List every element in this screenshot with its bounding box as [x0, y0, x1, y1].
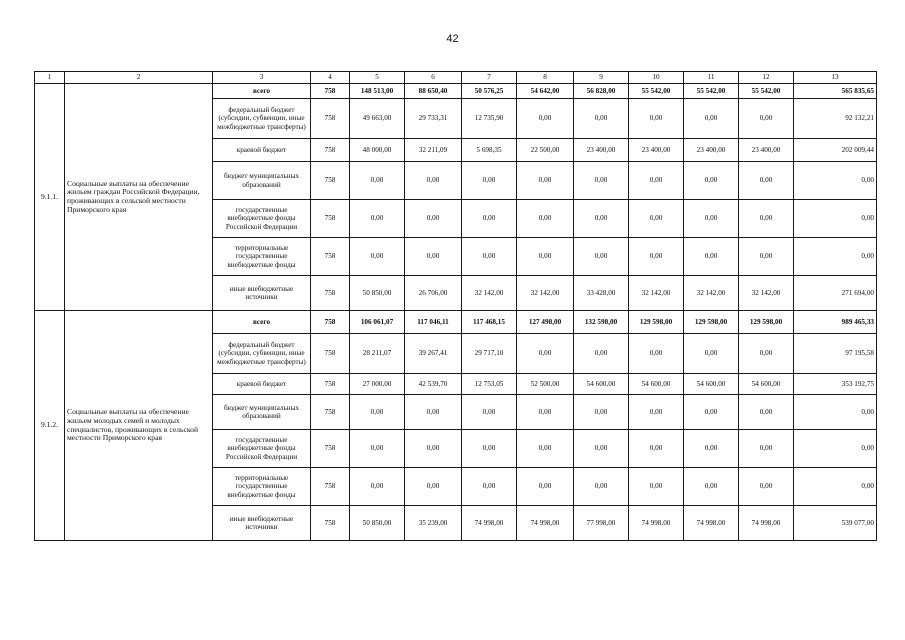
value-cell: 77 998,00 [574, 506, 629, 541]
value-cell: 32 142,00 [629, 276, 684, 311]
value-cell: 28 211,07 [350, 334, 405, 374]
column-number-cell: 12 [739, 72, 794, 84]
value-cell: 0,00 [574, 200, 629, 238]
column-number-cell: 5 [350, 72, 405, 84]
value-cell: 0,00 [684, 395, 739, 430]
value-cell: 88 650,40 [405, 84, 462, 99]
total-value-cell: 0,00 [794, 162, 877, 200]
value-cell: 74 998,00 [517, 506, 574, 541]
value-cell: 54 600,00 [629, 374, 684, 395]
value-cell: 0,00 [684, 238, 739, 276]
value-cell: 0,00 [739, 162, 794, 200]
value-cell: 35 239,00 [405, 506, 462, 541]
value-cell: 22 500,00 [517, 139, 574, 162]
value-cell: 0,00 [462, 162, 517, 200]
value-cell: 50 850,00 [350, 506, 405, 541]
funding-source: государственные внебюджетные фонды Российской Федерации [213, 200, 311, 238]
value-cell: 0,00 [739, 395, 794, 430]
column-number-cell: 6 [405, 72, 462, 84]
value-cell: 55 542,00 [739, 84, 794, 99]
code-cell: 758 [311, 430, 350, 468]
value-cell: 0,00 [574, 99, 629, 139]
funding-source: всего [213, 311, 311, 334]
value-cell: 49 663,00 [350, 99, 405, 139]
value-cell: 0,00 [517, 200, 574, 238]
value-cell: 32 142,00 [684, 276, 739, 311]
value-cell: 0,00 [462, 238, 517, 276]
value-cell: 0,00 [574, 238, 629, 276]
value-cell: 0,00 [684, 99, 739, 139]
value-cell: 129 598,00 [629, 311, 684, 334]
value-cell: 50 850,00 [350, 276, 405, 311]
value-cell: 0,00 [405, 238, 462, 276]
value-cell: 0,00 [462, 468, 517, 506]
section-code: 9.1.1. [35, 84, 65, 311]
total-value-cell: 271 694,00 [794, 276, 877, 311]
column-number-cell: 2 [65, 72, 213, 84]
value-cell: 32 142,00 [462, 276, 517, 311]
total-value-cell: 0,00 [794, 200, 877, 238]
value-cell: 26 706,00 [405, 276, 462, 311]
value-cell: 129 598,00 [684, 311, 739, 334]
code-cell: 758 [311, 506, 350, 541]
funding-source: бюджет муниципальных образований [213, 395, 311, 430]
value-cell: 0,00 [739, 238, 794, 276]
value-cell: 0,00 [629, 238, 684, 276]
value-cell: 0,00 [629, 162, 684, 200]
page-number: 42 [446, 33, 459, 45]
total-value-cell: 989 465,33 [794, 311, 877, 334]
column-number-cell: 1 [35, 72, 65, 84]
value-cell: 0,00 [739, 200, 794, 238]
total-value-cell: 0,00 [794, 395, 877, 430]
value-cell: 0,00 [574, 395, 629, 430]
value-cell: 0,00 [629, 468, 684, 506]
column-number-cell: 9 [574, 72, 629, 84]
funding-source: краевой бюджет [213, 374, 311, 395]
value-cell: 5 698,35 [462, 139, 517, 162]
value-cell: 0,00 [350, 200, 405, 238]
value-cell: 0,00 [739, 99, 794, 139]
section-code: 9.1.2. [35, 311, 65, 541]
value-cell: 0,00 [684, 468, 739, 506]
value-cell: 54 600,00 [574, 374, 629, 395]
value-cell: 117 468,15 [462, 311, 517, 334]
value-cell: 0,00 [517, 99, 574, 139]
funding-source: бюджет муниципальных образований [213, 162, 311, 200]
value-cell: 0,00 [684, 200, 739, 238]
value-cell: 32 142,00 [739, 276, 794, 311]
value-cell: 0,00 [405, 395, 462, 430]
value-cell: 50 576,25 [462, 84, 517, 99]
code-cell: 758 [311, 468, 350, 506]
value-cell: 74 998,00 [739, 506, 794, 541]
value-cell: 0,00 [517, 468, 574, 506]
value-cell: 148 513,00 [350, 84, 405, 99]
value-cell: 0,00 [684, 162, 739, 200]
value-cell: 0,00 [405, 468, 462, 506]
total-value-cell: 92 132,21 [794, 99, 877, 139]
value-cell: 0,00 [574, 334, 629, 374]
value-cell: 12 753,05 [462, 374, 517, 395]
value-cell: 0,00 [629, 334, 684, 374]
value-cell: 32 142,00 [517, 276, 574, 311]
value-cell: 55 542,00 [684, 84, 739, 99]
section-name: Социальные выплаты на обеспечение жильем молодых семей и молодых специалистов, проживающих в сельской местности Приморского края [65, 311, 213, 541]
value-cell: 0,00 [739, 430, 794, 468]
code-cell: 758 [311, 200, 350, 238]
section-name: Социальные выплаты на обеспечение жильем граждан Российской Федерации, проживающих в сельской местности Приморского края [65, 84, 213, 311]
code-cell: 758 [311, 334, 350, 374]
value-cell: 132 598,00 [574, 311, 629, 334]
value-cell: 23 400,00 [574, 139, 629, 162]
value-cell: 129 598,00 [739, 311, 794, 334]
value-cell: 23 400,00 [684, 139, 739, 162]
column-number-cell: 3 [213, 72, 311, 84]
column-number-cell: 10 [629, 72, 684, 84]
value-cell: 23 400,00 [739, 139, 794, 162]
column-number-cell: 7 [462, 72, 517, 84]
value-cell: 0,00 [629, 200, 684, 238]
total-value-cell: 539 077,00 [794, 506, 877, 541]
value-cell: 39 267,41 [405, 334, 462, 374]
value-cell: 0,00 [350, 238, 405, 276]
value-cell: 0,00 [517, 238, 574, 276]
value-cell: 0,00 [405, 162, 462, 200]
value-cell: 12 735,90 [462, 99, 517, 139]
value-cell: 56 828,00 [574, 84, 629, 99]
total-value-cell: 0,00 [794, 238, 877, 276]
value-cell: 0,00 [462, 200, 517, 238]
value-cell: 29 733,31 [405, 99, 462, 139]
funding-source: иные внебюджетные источники [213, 276, 311, 311]
code-cell: 758 [311, 276, 350, 311]
value-cell: 0,00 [574, 468, 629, 506]
total-value-cell: 97 195,58 [794, 334, 877, 374]
total-value-cell: 202 009,44 [794, 139, 877, 162]
value-cell: 0,00 [350, 430, 405, 468]
column-number-cell: 11 [684, 72, 739, 84]
value-cell: 74 998,00 [684, 506, 739, 541]
value-cell: 33 428,00 [574, 276, 629, 311]
column-number-cell: 8 [517, 72, 574, 84]
value-cell: 54 600,00 [739, 374, 794, 395]
value-cell: 0,00 [739, 468, 794, 506]
column-number-cell: 4 [311, 72, 350, 84]
funding-source: федеральный бюджет (субсидии, субвенции, иные межбюджетные трансферты) [213, 334, 311, 374]
code-cell: 758 [311, 162, 350, 200]
value-cell: 0,00 [462, 430, 517, 468]
value-cell: 0,00 [405, 200, 462, 238]
value-cell: 106 061,07 [350, 311, 405, 334]
value-cell: 29 717,10 [462, 334, 517, 374]
budget-table [34, 71, 877, 541]
value-cell: 54 600,00 [684, 374, 739, 395]
total-value-cell: 0,00 [794, 430, 877, 468]
value-cell: 27 000,00 [350, 374, 405, 395]
column-number-cell: 13 [794, 72, 877, 84]
value-cell: 0,00 [350, 395, 405, 430]
value-cell: 0,00 [629, 395, 684, 430]
funding-source: территориальные государственные внебюджетные фонды [213, 238, 311, 276]
value-cell: 0,00 [739, 334, 794, 374]
value-cell: 23 400,00 [629, 139, 684, 162]
table-row [35, 311, 877, 334]
table-row [35, 84, 877, 99]
value-cell: 54 642,00 [517, 84, 574, 99]
value-cell: 0,00 [684, 430, 739, 468]
value-cell: 32 211,09 [405, 139, 462, 162]
total-value-cell: 353 192,75 [794, 374, 877, 395]
code-cell: 758 [311, 311, 350, 334]
value-cell: 0,00 [517, 334, 574, 374]
code-cell: 758 [311, 84, 350, 99]
funding-source: федеральный бюджет (субсидии, субвенции, иные межбюджетные трансферты) [213, 99, 311, 139]
value-cell: 0,00 [517, 395, 574, 430]
funding-source: иные внебюджетные источники [213, 506, 311, 541]
code-cell: 758 [311, 99, 350, 139]
column-number-row [35, 72, 877, 84]
value-cell: 0,00 [629, 99, 684, 139]
value-cell: 74 998,00 [629, 506, 684, 541]
value-cell: 0,00 [684, 334, 739, 374]
funding-source: всего [213, 84, 311, 99]
value-cell: 127 498,00 [517, 311, 574, 334]
funding-source: территориальные государственные внебюджетные фонды [213, 468, 311, 506]
value-cell: 0,00 [462, 395, 517, 430]
funding-source: государственные внебюджетные фонды Российской Федерации [213, 430, 311, 468]
total-value-cell: 565 835,65 [794, 84, 877, 99]
value-cell: 117 046,11 [405, 311, 462, 334]
value-cell: 52 500,00 [517, 374, 574, 395]
value-cell: 0,00 [629, 430, 684, 468]
total-value-cell: 0,00 [794, 468, 877, 506]
code-cell: 758 [311, 374, 350, 395]
value-cell: 74 998,00 [462, 506, 517, 541]
code-cell: 758 [311, 238, 350, 276]
value-cell: 0,00 [350, 468, 405, 506]
value-cell: 0,00 [517, 430, 574, 468]
value-cell: 42 539,70 [405, 374, 462, 395]
value-cell: 0,00 [350, 162, 405, 200]
value-cell: 48 000,00 [350, 139, 405, 162]
value-cell: 0,00 [405, 430, 462, 468]
funding-source: краевой бюджет [213, 139, 311, 162]
value-cell: 0,00 [574, 430, 629, 468]
value-cell: 0,00 [517, 162, 574, 200]
code-cell: 758 [311, 395, 350, 430]
code-cell: 758 [311, 139, 350, 162]
value-cell: 0,00 [574, 162, 629, 200]
value-cell: 55 542,00 [629, 84, 684, 99]
